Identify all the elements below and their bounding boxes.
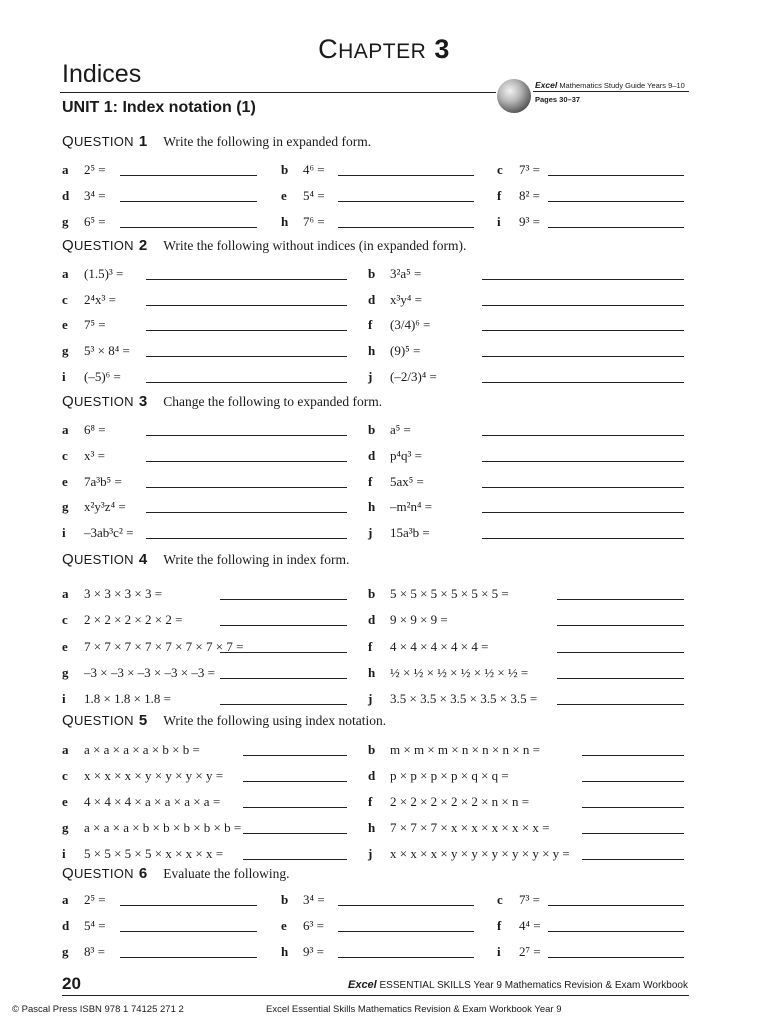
item-expression: 9³ =: [303, 944, 324, 959]
item-label: h: [368, 499, 376, 515]
item-expression: 2⁵ =: [84, 892, 106, 907]
answer-line[interactable]: [582, 833, 684, 834]
answer-line[interactable]: [146, 305, 347, 306]
section-title: Indices: [62, 60, 142, 88]
item-label: f: [497, 188, 502, 203]
footer-book-title: [348, 979, 688, 991]
item-label: d: [368, 291, 376, 307]
item-label: c: [62, 612, 68, 628]
item-label: a: [62, 162, 69, 177]
question-item: [368, 691, 537, 707]
question-word-initial: Q: [62, 551, 74, 568]
answer-line[interactable]: [482, 461, 684, 462]
item-label: i: [62, 691, 66, 707]
footer-title-text: ESSENTIAL SKILLS Year 9 Mathematics Revision & Exam Workbook: [379, 980, 688, 991]
question-item: [281, 214, 325, 230]
question-item: [62, 846, 223, 862]
chapter-initial: C: [318, 34, 339, 64]
item-label: c: [62, 291, 68, 307]
answer-line[interactable]: [482, 512, 684, 513]
question-item: [497, 944, 541, 960]
item-expression: p × p × p × p × q × q =: [390, 768, 509, 783]
answer-line[interactable]: [482, 356, 684, 357]
page-number: 20: [62, 974, 81, 993]
question-item: [62, 499, 126, 515]
question-item: [368, 768, 509, 784]
answer-line[interactable]: [557, 652, 684, 653]
answer-line[interactable]: [220, 678, 347, 679]
answer-line[interactable]: [120, 227, 257, 228]
answer-line[interactable]: [146, 538, 347, 539]
item-expression: (1.5)³ =: [84, 266, 124, 281]
question-item: [62, 918, 106, 934]
question-item: [368, 846, 570, 862]
item-expression: 15a³b =: [390, 525, 430, 541]
question-item: [368, 317, 430, 333]
guide-pages: Pages 30–37: [535, 95, 581, 104]
answer-line[interactable]: [120, 201, 257, 202]
question-word: [62, 394, 134, 409]
item-expression: (3/4)⁶ =: [390, 317, 431, 333]
question-item: [62, 639, 243, 655]
question-item: [368, 612, 448, 628]
answer-line[interactable]: [146, 356, 347, 357]
item-expression: m × m × m × n × n × n × n =: [390, 742, 540, 757]
answer-line[interactable]: [338, 931, 474, 932]
item-expression: a⁵ =: [390, 422, 411, 437]
question-word: [62, 713, 134, 728]
answer-line[interactable]: [482, 305, 684, 306]
answer-line[interactable]: [557, 599, 684, 600]
question-6-heading: [62, 865, 290, 883]
question-item: [497, 892, 540, 908]
item-expression: 4 × 4 × 4 × a × a × a × a =: [84, 794, 221, 809]
answer-line[interactable]: [482, 382, 684, 383]
question-item: [62, 369, 121, 385]
item-expression: 2 × 2 × 2 × 2 × 2 × n × n =: [390, 794, 530, 809]
item-label: b: [368, 742, 376, 757]
answer-line[interactable]: [338, 175, 474, 176]
item-label: h: [368, 343, 376, 359]
item-expression: 7 × 7 × 7 × 7 × 7 × 7 × 7 × 7 =: [84, 638, 244, 654]
item-expression: 8³ =: [84, 944, 105, 959]
item-expression: x³y⁴ =: [390, 291, 423, 307]
item-expression: 7a³b⁵ =: [84, 473, 122, 489]
answer-line[interactable]: [146, 512, 347, 513]
question-item: [497, 188, 540, 204]
question-item: [62, 162, 106, 178]
answer-line[interactable]: [120, 175, 257, 176]
item-expression: 7⁶ =: [303, 214, 325, 229]
question-item: [368, 742, 540, 758]
question-item: [62, 525, 133, 541]
item-expression: 6⁵ =: [84, 214, 106, 229]
question-item: [62, 691, 171, 707]
question-item: [62, 892, 106, 908]
item-label: h: [368, 664, 376, 680]
question-item: [62, 944, 105, 960]
item-label: h: [281, 944, 289, 959]
question-item: [497, 214, 540, 230]
item-expression: 3²a⁵ =: [390, 266, 422, 281]
question-item: [368, 343, 420, 359]
item-label: g: [62, 664, 69, 680]
question-number: 6: [138, 865, 148, 882]
answer-line[interactable]: [482, 435, 684, 436]
item-label: h: [281, 214, 289, 229]
item-expression: p⁴q³ =: [390, 447, 423, 463]
item-expression: 6³ =: [303, 918, 324, 933]
item-label: e: [62, 473, 68, 489]
item-label: c: [62, 768, 68, 783]
question-instruction: Write the following in index form.: [163, 552, 350, 567]
item-expression: 6⁸ =: [84, 422, 106, 437]
item-label: e: [62, 638, 68, 654]
question-item: [368, 448, 422, 464]
item-label: d: [368, 612, 376, 628]
item-label: j: [368, 525, 373, 541]
question-item: [62, 266, 123, 282]
question-item: [497, 162, 540, 178]
item-expression: (9)⁵ =: [390, 343, 421, 359]
item-label: i: [497, 944, 501, 959]
item-expression: 2⁷ =: [519, 944, 541, 959]
chapter-word: HAPTER: [338, 40, 427, 63]
answer-line[interactable]: [482, 279, 684, 280]
item-expression: 4 × 4 × 4 × 4 × 4 =: [390, 638, 489, 654]
item-expression: 9 × 9 × 9 =: [390, 612, 448, 628]
answer-line[interactable]: [120, 957, 257, 958]
answer-line[interactable]: [120, 931, 257, 932]
item-expression: a × a × a × b × b × b × b × b =: [84, 820, 242, 835]
question-word-rest: UESTION: [73, 238, 134, 253]
question-item: [62, 214, 106, 230]
item-label: i: [62, 368, 66, 384]
item-label: j: [368, 846, 373, 861]
item-label: d: [368, 447, 376, 463]
item-label: b: [281, 162, 289, 177]
guide-rule: [533, 91, 689, 92]
header-rule: [60, 92, 496, 93]
item-expression: 7³ =: [519, 892, 540, 907]
question-word-initial: Q: [62, 712, 74, 729]
question-3-heading: [62, 393, 382, 411]
item-expression: –m²n⁴ =: [390, 499, 433, 515]
item-expression: 8² =: [519, 188, 540, 203]
question-instruction: Change the following to expanded form.: [163, 394, 383, 409]
item-expression: 3⁴ =: [84, 188, 106, 203]
item-expression: –3 × –3 × –3 × –3 × –3 =: [84, 664, 215, 680]
item-expression: 7³ =: [519, 162, 540, 177]
answer-line[interactable]: [548, 227, 684, 228]
question-word-initial: Q: [62, 393, 74, 410]
question-item: [62, 665, 215, 681]
question-item: [62, 422, 106, 438]
item-label: f: [368, 638, 373, 654]
item-label: j: [368, 691, 373, 707]
item-expression: –3ab³c² =: [84, 525, 134, 541]
question-item: [368, 499, 432, 515]
question-item: [368, 292, 422, 308]
footer-book-full: Excel Essential Skills Mathematics Revision & Exam Workbook Year 9: [266, 1004, 562, 1015]
item-expression: 2 × 2 × 2 × 2 × 2 =: [84, 612, 183, 628]
question-item: [62, 820, 241, 836]
question-item: [62, 292, 116, 308]
question-word-rest: UESTION: [73, 552, 134, 567]
answer-line[interactable]: [146, 435, 347, 436]
item-label: i: [497, 214, 501, 229]
sphere-logo-icon: [497, 79, 531, 113]
study-guide-reference: [535, 80, 685, 90]
item-label: a: [62, 742, 69, 757]
question-2-heading: [62, 237, 466, 255]
item-expression: (–5)⁶ =: [84, 368, 121, 384]
item-label: b: [281, 892, 289, 907]
answer-line[interactable]: [338, 905, 474, 906]
question-instruction: Write the following using index notation.: [163, 713, 387, 728]
question-word-rest: UESTION: [73, 866, 134, 881]
item-label: b: [368, 586, 376, 601]
question-item: [497, 918, 541, 934]
answer-line[interactable]: [557, 678, 684, 679]
item-label: e: [62, 794, 68, 809]
question-item: [281, 944, 324, 960]
answer-line[interactable]: [548, 931, 684, 932]
item-expression: 5ax⁵ =: [390, 473, 424, 489]
question-item: [368, 369, 437, 385]
item-expression: 2⁵ =: [84, 162, 106, 177]
question-word: [62, 238, 134, 253]
item-label: b: [368, 266, 376, 281]
question-item: [281, 918, 324, 934]
item-expression: x × x × x × y × y × y × y × y × y =: [390, 846, 570, 861]
unit-title: UNIT 1: Index notation (1): [62, 99, 256, 116]
answer-line[interactable]: [548, 201, 684, 202]
answer-line[interactable]: [582, 781, 684, 782]
answer-line[interactable]: [146, 330, 347, 331]
question-word: [62, 134, 134, 149]
item-label: f: [368, 794, 373, 809]
question-item: [62, 586, 162, 602]
question-item: [62, 317, 106, 333]
item-expression: 5 × 5 × 5 × 5 × x × x × x =: [84, 846, 224, 861]
question-item: [62, 742, 200, 758]
item-expression: 4⁴ =: [519, 918, 541, 933]
item-label: g: [62, 944, 69, 959]
item-expression: a × a × a × a × b × b =: [84, 742, 200, 757]
item-label: g: [62, 499, 69, 515]
item-label: d: [62, 918, 70, 933]
question-5-heading: [62, 712, 386, 730]
answer-line[interactable]: [146, 487, 347, 488]
question-word-initial: Q: [62, 865, 74, 882]
guide-brand: Excel: [535, 80, 558, 90]
answer-line[interactable]: [120, 905, 257, 906]
item-expression: 5⁴ =: [303, 188, 325, 203]
question-item: [281, 892, 325, 908]
question-4-heading: [62, 551, 349, 569]
copyright: © Pascal Press ISBN 978 1 74125 271 2: [12, 1004, 184, 1015]
question-item: [281, 162, 325, 178]
answer-line[interactable]: [243, 833, 347, 834]
item-label: i: [62, 846, 66, 861]
item-label: a: [62, 586, 69, 601]
question-number: 3: [138, 393, 148, 410]
answer-line[interactable]: [582, 859, 684, 860]
answer-line[interactable]: [146, 279, 347, 280]
item-expression: 3⁴ =: [303, 892, 325, 907]
answer-line[interactable]: [220, 704, 347, 705]
item-label: g: [62, 820, 69, 835]
item-label: i: [62, 525, 66, 541]
question-1-heading: [62, 133, 371, 151]
question-item: [368, 266, 421, 282]
guide-text: Mathematics Study Guide Years 9–10: [559, 81, 685, 90]
question-number: 1: [138, 133, 148, 150]
item-label: d: [368, 768, 376, 783]
question-instruction: Write the following without indices (in expanded form).: [163, 238, 467, 253]
item-label: h: [368, 820, 376, 835]
footer-brand: Excel: [347, 979, 377, 991]
question-instruction: Evaluate the following.: [163, 866, 290, 881]
answer-line[interactable]: [243, 781, 347, 782]
answer-line[interactable]: [482, 538, 684, 539]
answer-line[interactable]: [338, 227, 474, 228]
item-expression: 1.8 × 1.8 × 1.8 =: [84, 691, 171, 707]
item-label: d: [62, 188, 70, 203]
item-expression: ½ × ½ × ½ × ½ × ½ × ½ =: [390, 664, 529, 680]
question-item: [62, 343, 130, 359]
answer-line[interactable]: [548, 957, 684, 958]
item-expression: 5³ × 8⁴ =: [84, 343, 130, 359]
question-item: [62, 612, 182, 628]
item-label: a: [62, 892, 69, 907]
question-item: [62, 474, 122, 490]
answer-line[interactable]: [243, 859, 347, 860]
question-item: [368, 422, 411, 438]
item-label: b: [368, 422, 376, 437]
chapter-number: 3: [434, 34, 450, 64]
item-expression: 5⁴ =: [84, 918, 106, 933]
answer-line[interactable]: [146, 382, 347, 383]
question-item: [368, 586, 509, 602]
answer-line[interactable]: [338, 201, 474, 202]
question-item: [62, 448, 105, 464]
item-expression: 9³ =: [519, 214, 540, 229]
question-item: [62, 794, 220, 810]
question-word-rest: UESTION: [73, 134, 134, 149]
question-word-rest: UESTION: [73, 713, 134, 728]
item-label: f: [497, 918, 502, 933]
question-item: [368, 794, 529, 810]
question-item: [368, 525, 430, 541]
question-item: [368, 820, 549, 836]
answer-line[interactable]: [557, 704, 684, 705]
question-instruction: Write the following in expanded form.: [163, 134, 372, 149]
footer-rule: [62, 995, 689, 996]
answer-line[interactable]: [220, 599, 347, 600]
item-label: f: [368, 473, 373, 489]
question-word-rest: UESTION: [73, 394, 134, 409]
answer-line[interactable]: [582, 807, 684, 808]
question-number: 4: [138, 551, 148, 568]
answer-line[interactable]: [482, 487, 684, 488]
item-label: e: [281, 918, 287, 933]
item-expression: 2⁴x³ =: [84, 291, 117, 307]
item-label: c: [497, 892, 503, 907]
item-expression: x × x × x × y × y × y × y =: [84, 768, 224, 783]
question-word: [62, 552, 134, 567]
question-number: 2: [138, 237, 148, 254]
item-expression: (–2/3)⁴ =: [390, 368, 437, 384]
answer-line[interactable]: [243, 755, 347, 756]
item-label: c: [497, 162, 503, 177]
item-label: c: [62, 447, 68, 463]
item-expression: 3 × 3 × 3 × 3 =: [84, 586, 163, 601]
item-label: j: [368, 368, 373, 384]
item-expression: 7⁵ =: [84, 317, 106, 333]
question-word-initial: Q: [62, 237, 74, 254]
item-label: e: [281, 188, 287, 203]
item-label: a: [62, 422, 69, 437]
question-item: [368, 665, 528, 681]
item-expression: 4⁶ =: [303, 162, 325, 177]
question-number: 5: [138, 712, 148, 729]
answer-line[interactable]: [482, 330, 684, 331]
item-label: a: [62, 266, 69, 281]
item-label: g: [62, 343, 69, 359]
answer-line[interactable]: [220, 652, 347, 653]
answer-line[interactable]: [548, 175, 684, 176]
item-expression: x²y³z⁴ =: [84, 499, 126, 515]
answer-line[interactable]: [582, 755, 684, 756]
item-expression: 3.5 × 3.5 × 3.5 × 3.5 × 3.5 =: [390, 691, 538, 707]
question-item: [62, 768, 223, 784]
question-word-initial: Q: [62, 133, 74, 150]
answer-line[interactable]: [548, 905, 684, 906]
answer-line[interactable]: [557, 625, 684, 626]
question-item: [62, 188, 106, 204]
answer-line[interactable]: [338, 957, 474, 958]
item-label: e: [62, 317, 68, 333]
answer-line[interactable]: [243, 807, 347, 808]
question-item: [368, 639, 488, 655]
item-label: g: [62, 214, 69, 229]
item-expression: 5 × 5 × 5 × 5 × 5 × 5 =: [390, 586, 509, 601]
question-item: [368, 474, 424, 490]
question-word: [62, 866, 134, 881]
answer-line[interactable]: [220, 625, 347, 626]
answer-line[interactable]: [146, 461, 347, 462]
item-expression: 7 × 7 × 7 × x × x × x × x × x =: [390, 820, 550, 835]
item-expression: x³ =: [84, 447, 105, 463]
question-item: [281, 188, 325, 204]
item-label: f: [368, 317, 373, 333]
